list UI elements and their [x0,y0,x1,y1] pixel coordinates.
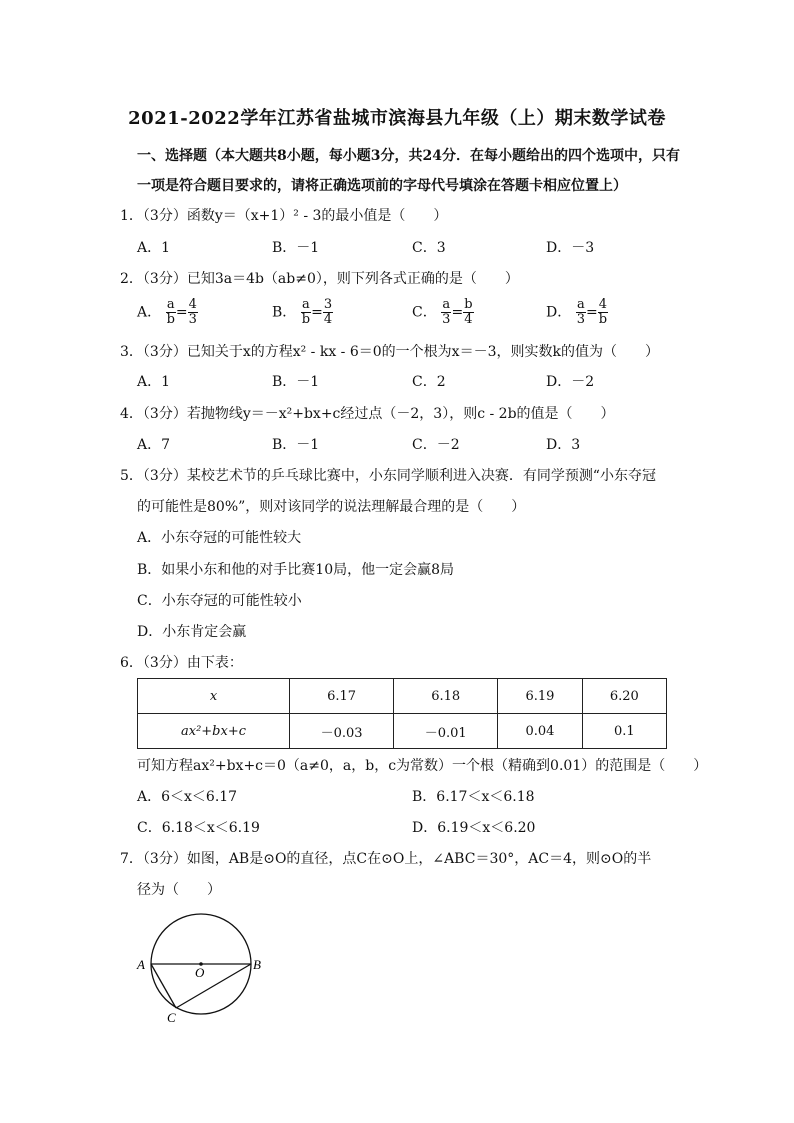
table-cell: 6.17 [289,679,393,714]
q2-option-b: B． $\frac{a}{b}$ = $\frac{3}{4}$ [272,297,333,327]
table-cell-expression-header: ax²+bx+c [138,714,290,749]
section-heading-line2: 一项是符合题目要求的，请将正确选项前的字母代号填涂在答题卡相应位置上） [137,178,627,194]
question-3-stem: 3．（3分）已知关于x的方程x² - kx - 6＝0的一个根为x＝－3，则实数k的值为（ ） [120,344,659,360]
q3-option-c: C．2 [412,374,446,390]
q5-option-c: C．小东夺冠的可能性较小 [137,593,302,609]
table-row [138,679,667,714]
q2-option-a-fraction-left: $\frac{a}{b}$ [166,297,175,327]
q4-option-d: D．3 [546,437,581,453]
q5-option-d: D．小东肯定会赢 [137,624,247,640]
question-7-stem-line1: 7．（3分）如图，AB是⊙O的直径，点C在⊙O上，∠ABC＝30°，AC＝4，则⊙O的半 [120,851,652,867]
question-1-stem: 1．（3分）函数y＝（x+1）² - 3的最小值是（ ） [120,208,448,224]
q2-option-c-fraction-right: $\frac{b}{4}$ [464,297,473,327]
q5-option-b: B．如果小东和他的对手比赛10局，他一定会赢8局 [137,562,455,578]
q4-option-c: C．－2 [412,437,460,453]
q3-option-b: B．－1 [272,374,320,390]
question-6-followup: 可知方程ax²+bx+c＝0（a≠0，a，b，c为常数）一个根（精确到0.01）的范围是（ ） [137,758,708,774]
q1-option-c: C．3 [412,240,446,256]
table-row [138,714,667,749]
q2-option-c-fraction-left: $\frac{a}{3}$ [442,297,451,327]
label-a: A [137,957,145,972]
table-cell: －0.01 [394,714,498,749]
table-cell: －0.03 [289,714,393,749]
table-cell: 0.1 [582,714,666,749]
chord-bc [176,964,251,1008]
table-cell: 6.19 [498,679,582,714]
q7-circle-figure [130,905,280,1030]
label-b: B [253,957,261,972]
q2-option-a: A． $\frac{a}{b}$ = $\frac{4}{3}$ [137,297,197,327]
q6-option-c: C．6.18＜x＜6.19 [137,820,260,836]
question-6-stem: 6．（3分）由下表： [120,655,243,671]
chord-ac [151,964,176,1008]
q2-option-d-fraction-left: $\frac{a}{3}$ [576,297,585,327]
table-cell: 6.18 [394,679,498,714]
exam-title: 2021-2022学年江苏省盐城市滨海县九年级（上）期末数学试卷 [128,108,666,129]
q2-option-a-label: A． [137,304,162,321]
q3-option-a: A．1 [137,374,171,390]
q2-option-c: C． $\frac{a}{3}$ = $\frac{b}{4}$ [412,297,473,327]
section-heading-line1: 一、选择题（本大题共8小题，每小题3分，共24分．在每小题给出的四个选项中，只有 [137,148,680,164]
q4-option-a: A．7 [137,437,171,453]
table-cell-x-header: x [138,679,290,714]
q1-option-a: A．1 [137,240,171,256]
q5-option-a: A．小东夺冠的可能性较大 [137,530,302,546]
q2-option-c-label: C． [412,304,437,321]
q2-option-b-fraction-left: $\frac{a}{b}$ [301,297,311,327]
q2-option-d-label: D． [546,304,572,321]
q2-option-b-label: B． [272,304,297,321]
label-c: C [167,1010,176,1025]
q2-option-b-fraction-right: $\frac{3}{4}$ [323,297,333,327]
question-5-stem-line2: 的可能性是80%”，则对该同学的说法理解最合理的是（ ） [137,499,526,515]
q6-option-b: B．6.17＜x＜6.18 [412,789,535,805]
q6-option-a: A．6＜x＜6.17 [137,789,238,805]
question-5-stem-line1: 5．（3分）某校艺术节的乒乓球比赛中，小东同学顺利进入决赛．有同学预测“小东夺冠 [120,468,656,484]
q2-option-d: D． $\frac{a}{3}$ = $\frac{4}{b}$ [546,297,608,327]
question-2-stem: 2．（3分）已知3a＝4b（ab≠0），则下列各式正确的是（ ） [120,271,519,287]
table-cell: 6.20 [582,679,666,714]
q6-value-table [137,678,667,749]
question-7-stem-line2: 径为（ ） [137,882,221,898]
q4-option-b: B．－1 [272,437,320,453]
q1-option-d: D．－3 [546,240,595,256]
label-o: O [195,965,205,980]
table-cell: 0.04 [498,714,582,749]
question-4-stem: 4．（3分）若抛物线y＝－x²+bx+c经过点（－2，3），则c - 2b的值是（ ） [120,406,615,422]
q2-option-a-fraction-right: $\frac{4}{3}$ [188,297,197,327]
q2-option-d-fraction-right: $\frac{4}{b}$ [598,297,608,327]
q1-option-b: B．－1 [272,240,320,256]
q6-option-d: D．6.19＜x＜6.20 [412,820,536,836]
q3-option-d: D．－2 [546,374,595,390]
